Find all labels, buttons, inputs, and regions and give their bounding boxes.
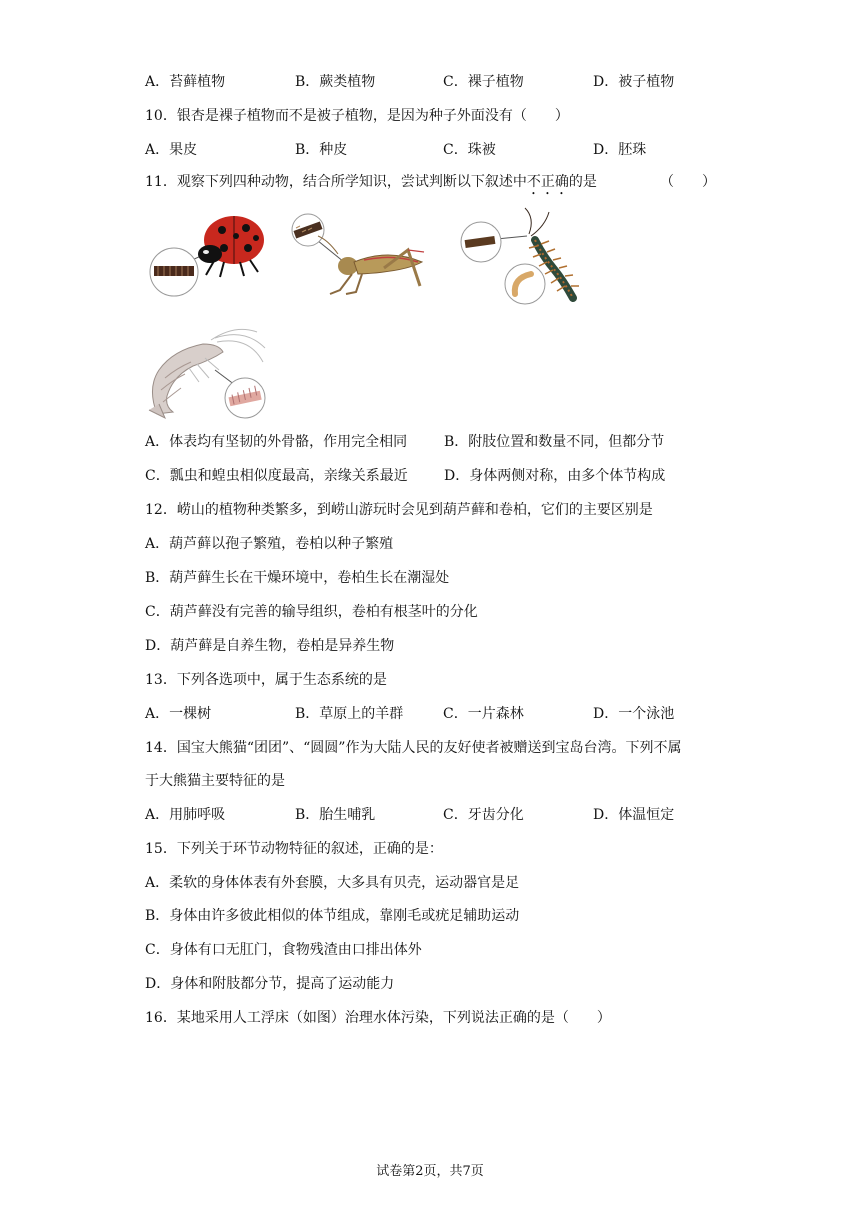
- q14-option-a: A．用肺呼吸: [145, 807, 226, 823]
- q11-option-c: C．瓢虫和蝗虫相似度最高，亲缘关系最近: [145, 468, 408, 484]
- q12-option-c: C．葫芦藓没有完善的输导组织，卷柏有根茎叶的分化: [145, 604, 478, 620]
- q12-option-a: A．葫芦藓以孢子繁殖，卷柏以种子繁殖: [145, 536, 394, 552]
- shrimp-image: [145, 318, 270, 420]
- q12-option-d: D．葫芦藓是自养生物，卷柏是异养生物: [145, 638, 395, 654]
- q11-answer-bracket: （ ）: [660, 174, 716, 190]
- q10-option-b: B．种皮: [295, 142, 348, 158]
- q11-stem-after: 的是: [568, 174, 597, 190]
- grasshopper-image: [288, 210, 436, 302]
- q9-option-c: C．裸子植物: [443, 74, 524, 90]
- q15-option-b: B．身体由许多彼此相似的体节组成，靠刚毛或疣足辅助运动: [145, 908, 520, 924]
- q14-option-d: D．体温恒定: [593, 807, 675, 823]
- q11-stem: [145, 172, 597, 198]
- q9-option-b: B．蕨类植物: [295, 74, 376, 90]
- q11-option-b: B．附肢位置和数量不同，但都分节: [444, 434, 665, 450]
- q9-option-a: A．苔藓植物: [145, 74, 226, 90]
- q13-option-a: A．一棵树: [145, 706, 212, 722]
- q12-stem: 12．崂山的植物种类繁多，到崂山游玩时会见到葫芦藓和卷柏，它们的主要区别是: [145, 502, 653, 518]
- q11-stem-emphasis: 不正确: [526, 174, 569, 190]
- q14-stem-line1: 14．国宝大熊猫“团团”、“圆圆”作为大陆人民的友好使者被赠送到宝岛台湾。下列不属: [145, 740, 682, 756]
- q15-option-d: D．身体和附肢都分节，提高了运动能力: [145, 976, 395, 992]
- q15-option-c: C．身体有口无肛门，食物残渣由口排出体外: [145, 942, 422, 958]
- q13-option-c: C．一片森林: [443, 706, 524, 722]
- q15-stem: 15．下列关于环节动物特征的叙述，正确的是：: [145, 841, 443, 857]
- q16-stem: 16．某地采用人工浮床（如图）治理水体污染，下列说法正确的是（ ）: [145, 1010, 611, 1026]
- q11-stem-before: 11．观察下列四种动物，结合所学知识，尝试判断以下叙述中: [145, 174, 527, 190]
- q11-option-d: D．身体两侧对称，由多个体节构成: [444, 468, 666, 484]
- q10-option-a: A．果皮: [145, 142, 198, 158]
- q10-option-c: C．珠被: [443, 142, 496, 158]
- q14-option-c: C．牙齿分化: [443, 807, 524, 823]
- q11-option-a: A．体表均有坚韧的外骨骼，作用完全相同: [145, 434, 408, 450]
- centipede-image: [455, 206, 585, 306]
- q14-option-b: B．胎生哺乳: [295, 807, 376, 823]
- ladybug-image: [144, 206, 272, 301]
- q9-option-d: D．被子植物: [593, 74, 675, 90]
- q13-option-d: D．一个泳池: [593, 706, 675, 722]
- q15-option-a: A．柔软的身体体表有外套膜，大多具有贝壳，运动器官是足: [145, 875, 520, 891]
- page-footer: 试卷第2页，共7页: [376, 1164, 484, 1179]
- q13-stem: 13．下列各选项中，属于生态系统的是: [145, 672, 387, 688]
- q13-option-b: B．草原上的羊群: [295, 706, 404, 722]
- q10-option-d: D．胚珠: [593, 142, 647, 158]
- q10-stem: 10．银杏是裸子植物而不是被子植物，是因为种子外面没有（ ）: [145, 108, 569, 124]
- q14-stem-line2: 于大熊猫主要特征的是: [145, 773, 285, 789]
- q12-option-b: B．葫芦藓生长在干燥环境中，卷柏生长在潮湿处: [145, 570, 450, 586]
